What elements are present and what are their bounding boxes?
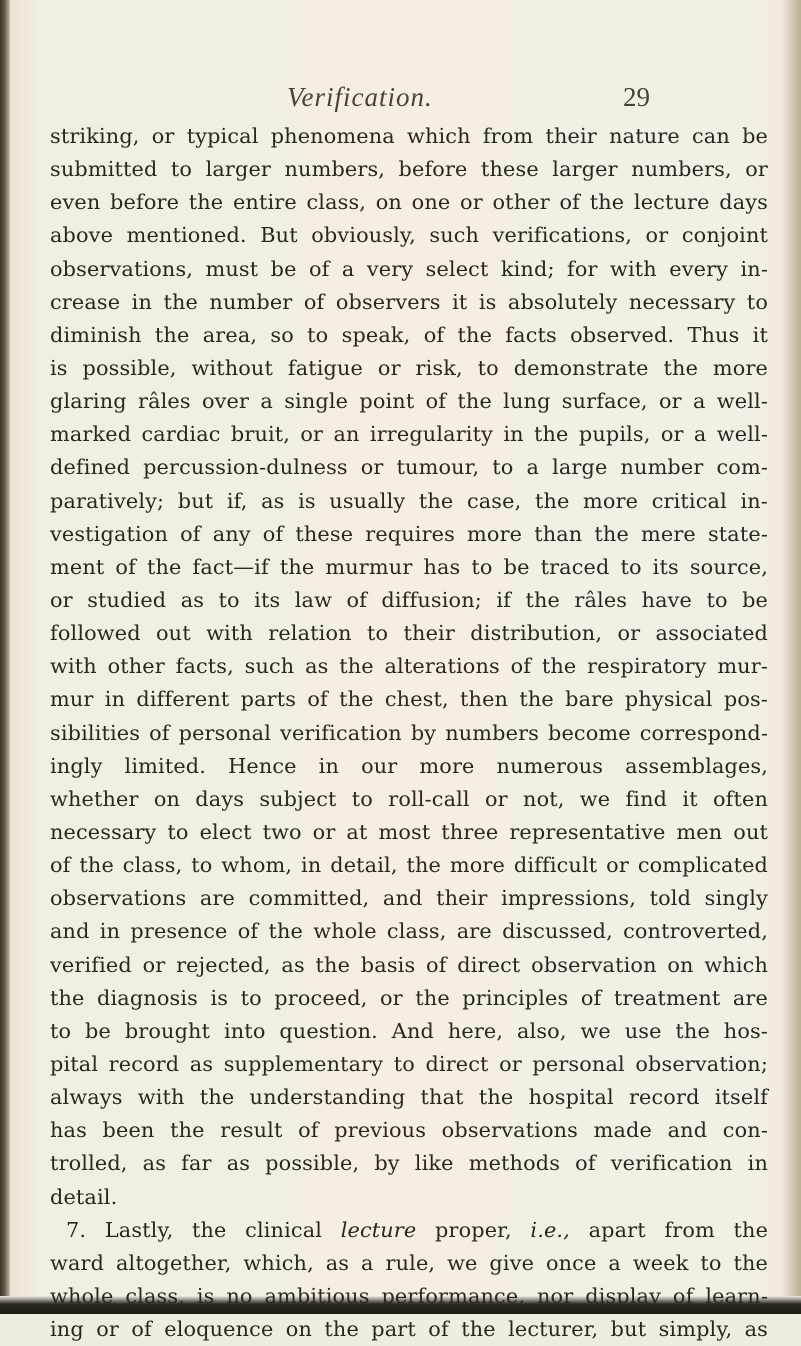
paragraph-7-first-line xyxy=(50,1214,768,1247)
text-line: paratively; but if, as is usually the case, the more critical in- xyxy=(50,488,768,513)
text-line: trolled, as far as possible, by like methods of verification in xyxy=(50,1151,768,1176)
text-line: sibilities of personal verification by numbers become correspond- xyxy=(50,720,768,745)
text-line: marked cardiac bruit, or an irregularity in the pupils, or a well- xyxy=(50,422,768,447)
text-line: even before the entire class, on one or other of the lecture days xyxy=(50,190,768,215)
paragraph-7-lead: Lastly, the clinical xyxy=(104,1217,323,1242)
text-line: followed out with relation to their distribution, or associated xyxy=(50,621,768,646)
text-line: has been the result of previous observations made and con- xyxy=(50,1118,768,1143)
text-line: glaring râles over a single point of the lung surface, or a well- xyxy=(50,389,768,414)
text-line: ing or of eloquence on the part of the lecturer, but simply, as xyxy=(50,1317,768,1342)
text-line: necessary to elect two or at most three representative men out xyxy=(50,819,768,844)
text-line: observations, must be of a very select kind; for with every in- xyxy=(50,256,768,281)
text-line: verified or rejected, as the basis of direct observation on which xyxy=(50,952,768,977)
text-line: crease in the number of observers it is absolutely necessary to xyxy=(50,289,768,314)
text-line: ingly limited. Hence in our more numerous assemblages, xyxy=(50,753,768,778)
text-line: ment of the fact—if the murmur has to be traced to its source, xyxy=(50,554,768,579)
page-right-edge xyxy=(783,0,801,1314)
text-line: striking, or typical phenomena which from their nature can be xyxy=(50,124,768,148)
text-line: with other facts, such as the alterations of the respiratory mur- xyxy=(50,654,768,679)
text-line: the diagnosis is to proceed, or the principles of treatment are xyxy=(50,985,768,1010)
body-text xyxy=(50,120,768,1346)
text-line: defined percussion-dulness or tumour, to a large number com- xyxy=(50,455,768,480)
text-line: of the class, to whom, in detail, the more difficult or complicated xyxy=(50,853,768,878)
text-line: and in presence of the whole class, are discussed, controverted, xyxy=(50,919,768,944)
text-line: ward altogether, which, as a rule, we give once a week to the xyxy=(50,1250,768,1275)
text-line: submitted to larger numbers, before these larger numbers, or xyxy=(50,157,768,182)
running-head xyxy=(0,78,801,118)
text-line: above mentioned. But obviously, such verifications, or conjoint xyxy=(50,223,768,248)
running-head-title: Verification. xyxy=(287,82,433,112)
text-line: to be brought into question. And here, also, we use the hos- xyxy=(50,1018,768,1043)
text-line: diminish the area, so to speak, of the facts observed. Thus it xyxy=(50,322,768,347)
text-line: detail. xyxy=(50,1184,118,1209)
paragraph-number: 7. xyxy=(66,1217,87,1242)
paragraph-7-rest: apart from the xyxy=(588,1217,769,1242)
paragraph-7-mid: proper, xyxy=(435,1217,512,1242)
text-line: observations are committed, and their impressions, told singly xyxy=(50,886,768,911)
text-line: whether on days subject to roll-call or not, we find it often xyxy=(50,786,768,811)
text-line: pital record as supplementary to direct or personal observation; xyxy=(50,1051,768,1076)
page-number: 29 xyxy=(623,82,650,112)
text-line: mur in different parts of the chest, then the bare physical pos- xyxy=(50,687,768,712)
text-line: or studied as to its law of diffusion; if the râles have to be xyxy=(50,587,768,612)
emphasis-lecture: lecture xyxy=(340,1217,417,1242)
page-gutter-shadow xyxy=(0,0,10,1314)
emphasis-ie: i.e., xyxy=(530,1217,570,1242)
text-line: always with the understanding that the hospital record itself xyxy=(50,1085,768,1110)
text-line: whole class, is no ambitious performance, nor display of learn- xyxy=(50,1283,768,1308)
text-line: is possible, without fatigue or risk, to demonstrate the more xyxy=(50,355,768,380)
text-line: vestigation of any of these requires more than the mere state- xyxy=(50,521,768,546)
